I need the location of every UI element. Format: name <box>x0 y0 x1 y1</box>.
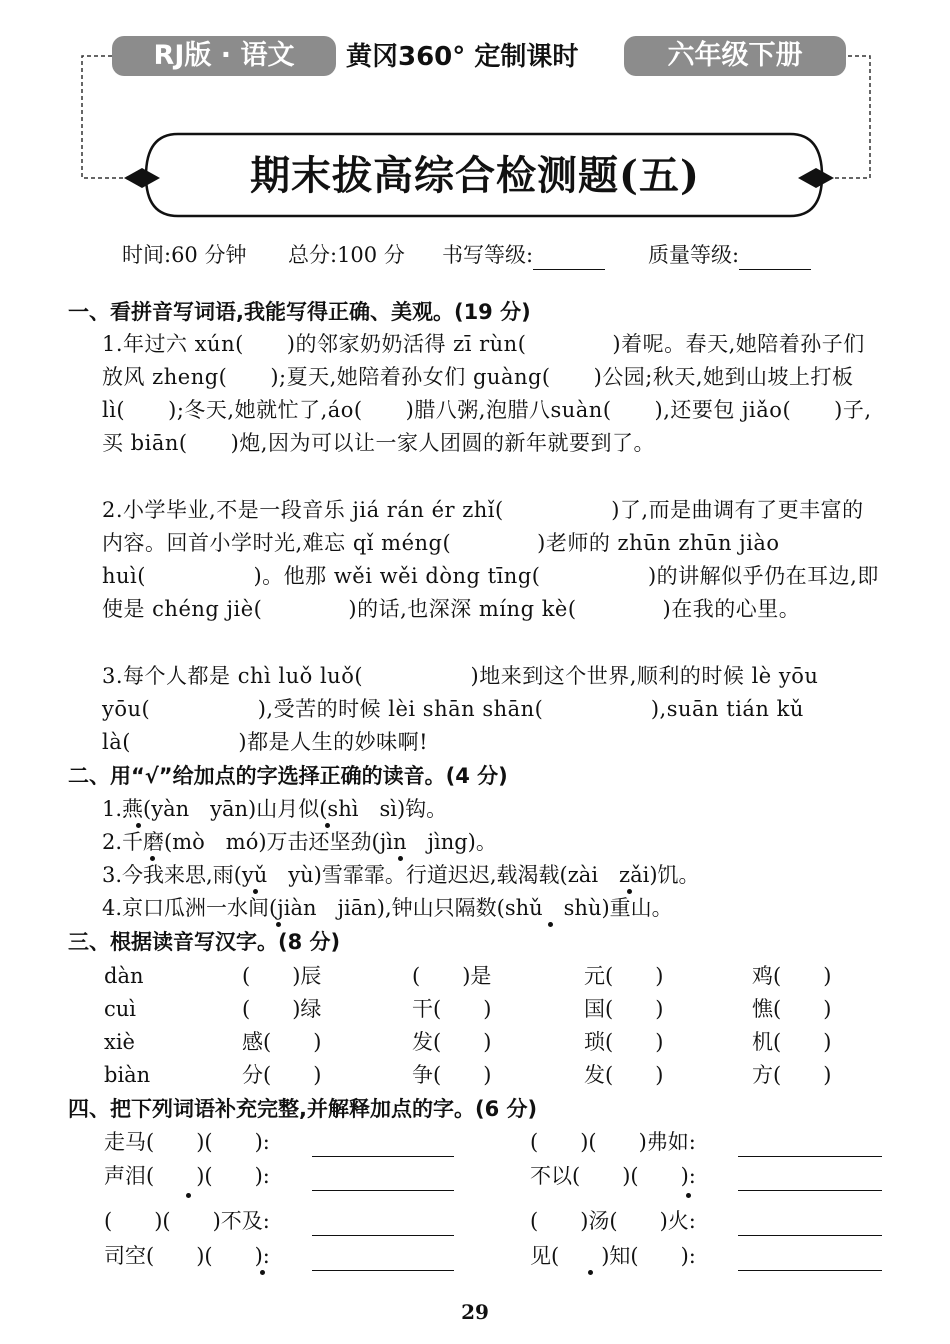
idiom-item: 走马( )( ): <box>104 1130 270 1154</box>
emphasis-dot <box>150 856 155 861</box>
pinyin-label: biàn <box>104 1063 151 1087</box>
fill-cell[interactable]: 分( ) <box>242 1063 322 1087</box>
answer-line[interactable] <box>312 1189 454 1191</box>
emphasis-dot <box>186 1193 191 1198</box>
grade-badge: 六年级下册 <box>624 36 846 76</box>
fill-cell[interactable]: 争( ) <box>412 1063 492 1087</box>
fill-cell[interactable]: 干( ) <box>412 997 492 1021</box>
idiom-item: 声泪( )( ): <box>104 1164 270 1188</box>
emphasis-dot <box>253 889 258 894</box>
edition-badge: RJ版 · 语文 <box>112 36 336 76</box>
question-1-1: 1.年过六 xún( )的邻家奶奶活得 zī rùn( )着呢。春天,她陪着孙子们放风 zheng( );夏天,她陪着孙女们 guàng( )公园;秋天,她到山坡上打板 lì( );冬天,她就忙了,áo( )腊八粥,泡腊八suàn( ),还要包 jiǎo( )子,买 biān( )炮,因为可以让一家人团圆的新年就要到了。 <box>102 332 872 455</box>
answer-line[interactable] <box>738 1155 882 1157</box>
idiom-item: ( )( )弗如: <box>530 1130 696 1154</box>
answer-line[interactable] <box>738 1269 882 1271</box>
idiom-item: ( )( )不及: <box>104 1209 270 1233</box>
emphasis-dot <box>627 889 632 894</box>
idiom-item: 见( )知( ): <box>530 1244 696 1268</box>
emphasis-dot <box>136 823 141 828</box>
quality-grade-label: 质量等级: <box>648 240 811 270</box>
section1-heading: 一、看拼音写词语,我能写得正确、美观。(19 分) <box>68 300 531 324</box>
emphasis-dot <box>325 823 330 828</box>
page-number: 29 <box>461 1300 489 1324</box>
question-2-2: 2.千磨(mò mó)万击还坚劲(jìn jìng)。 <box>102 830 497 854</box>
answer-line[interactable] <box>312 1234 454 1236</box>
series-title: 黄冈360° 定制课时 <box>346 42 579 72</box>
question-2-3: 3.今我来思,雨(yǔ yù)雪霏霏。行道迟迟,载渴载(zài zǎi)饥。 <box>102 863 700 887</box>
question-2-1: 1.燕(yàn yān)山月似(shì sì)钩。 <box>102 797 448 821</box>
section3-heading: 三、根据读音写汉字。(8 分) <box>68 930 341 954</box>
answer-line[interactable] <box>312 1269 454 1271</box>
idiom-item: 不以( )( ): <box>530 1164 696 1188</box>
fill-cell[interactable]: 发( ) <box>584 1063 664 1087</box>
question-1-2: 2.小学毕业,不是一段音乐 jiá rán ér zhǐ( )了,而是曲调有了更丰富的内容。回首小学时光,难忘 qǐ méng( )老师的 zhūn zhūn jiào huì( )。他那 wěi wěi dòng tīng( )的讲解似乎仍在耳边,即使是 chéng jiè( )的话,也深深 míng kè( )在我的心里。 <box>102 498 879 621</box>
total-score-info: 总分:100 分 <box>288 243 405 267</box>
quality-grade-blank[interactable] <box>739 247 811 270</box>
question-1-3: 3.每个人都是 chì luǒ luǒ( )地来到这个世界,顺利的时候 lè yōu yōu( ),受苦的时候 lèi shān shān( ),suān tián kǔ là( )都是人生的妙味啊! <box>102 664 819 754</box>
emphasis-dot <box>588 1270 593 1275</box>
fill-cell[interactable]: 国( ) <box>584 997 664 1021</box>
section4-heading: 四、把下列词语补充完整,并解释加点的字。(6 分) <box>68 1097 538 1121</box>
fill-cell[interactable]: ( )辰 <box>242 964 322 988</box>
fill-cell[interactable]: 发( ) <box>412 1030 492 1054</box>
pinyin-label: cuì <box>104 997 137 1021</box>
fill-cell[interactable]: ( )绿 <box>242 997 322 1021</box>
page-title: 期末拔高综合检测题(五) <box>250 152 700 199</box>
pinyin-label: dàn <box>104 964 144 988</box>
emphasis-dot <box>260 1270 265 1275</box>
pinyin-label: xiè <box>104 1030 135 1054</box>
writing-grade-label: 书写等级: <box>442 240 605 270</box>
answer-line[interactable] <box>738 1189 882 1191</box>
writing-grade-blank[interactable] <box>533 247 605 270</box>
fill-cell[interactable]: 感( ) <box>242 1030 322 1054</box>
fill-cell[interactable]: 机( ) <box>752 1030 832 1054</box>
section2-heading: 二、用“√”给加点的字选择正确的读音。(4 分) <box>68 764 508 788</box>
emphasis-dot <box>686 1193 691 1198</box>
fill-cell[interactable]: 方( ) <box>752 1063 832 1087</box>
answer-line[interactable] <box>738 1234 882 1236</box>
fill-cell[interactable]: ( )是 <box>412 964 492 988</box>
answer-line[interactable] <box>312 1155 454 1157</box>
fill-cell[interactable]: 元( ) <box>584 964 664 988</box>
idiom-item: 司空( )( ): <box>104 1244 270 1268</box>
fill-cell[interactable]: 鸡( ) <box>752 964 832 988</box>
fill-cell[interactable]: 琐( ) <box>584 1030 664 1054</box>
idiom-item: ( )汤( )火: <box>530 1209 696 1233</box>
emphasis-dot <box>398 856 403 861</box>
question-2-4: 4.京口瓜洲一水间(jiàn jiān),钟山只隔数(shǔ shù)重山。 <box>102 896 673 920</box>
fill-cell[interactable]: 憔( ) <box>752 997 832 1021</box>
time-info: 时间:60 分钟 <box>122 243 247 267</box>
emphasis-dot <box>548 922 553 927</box>
